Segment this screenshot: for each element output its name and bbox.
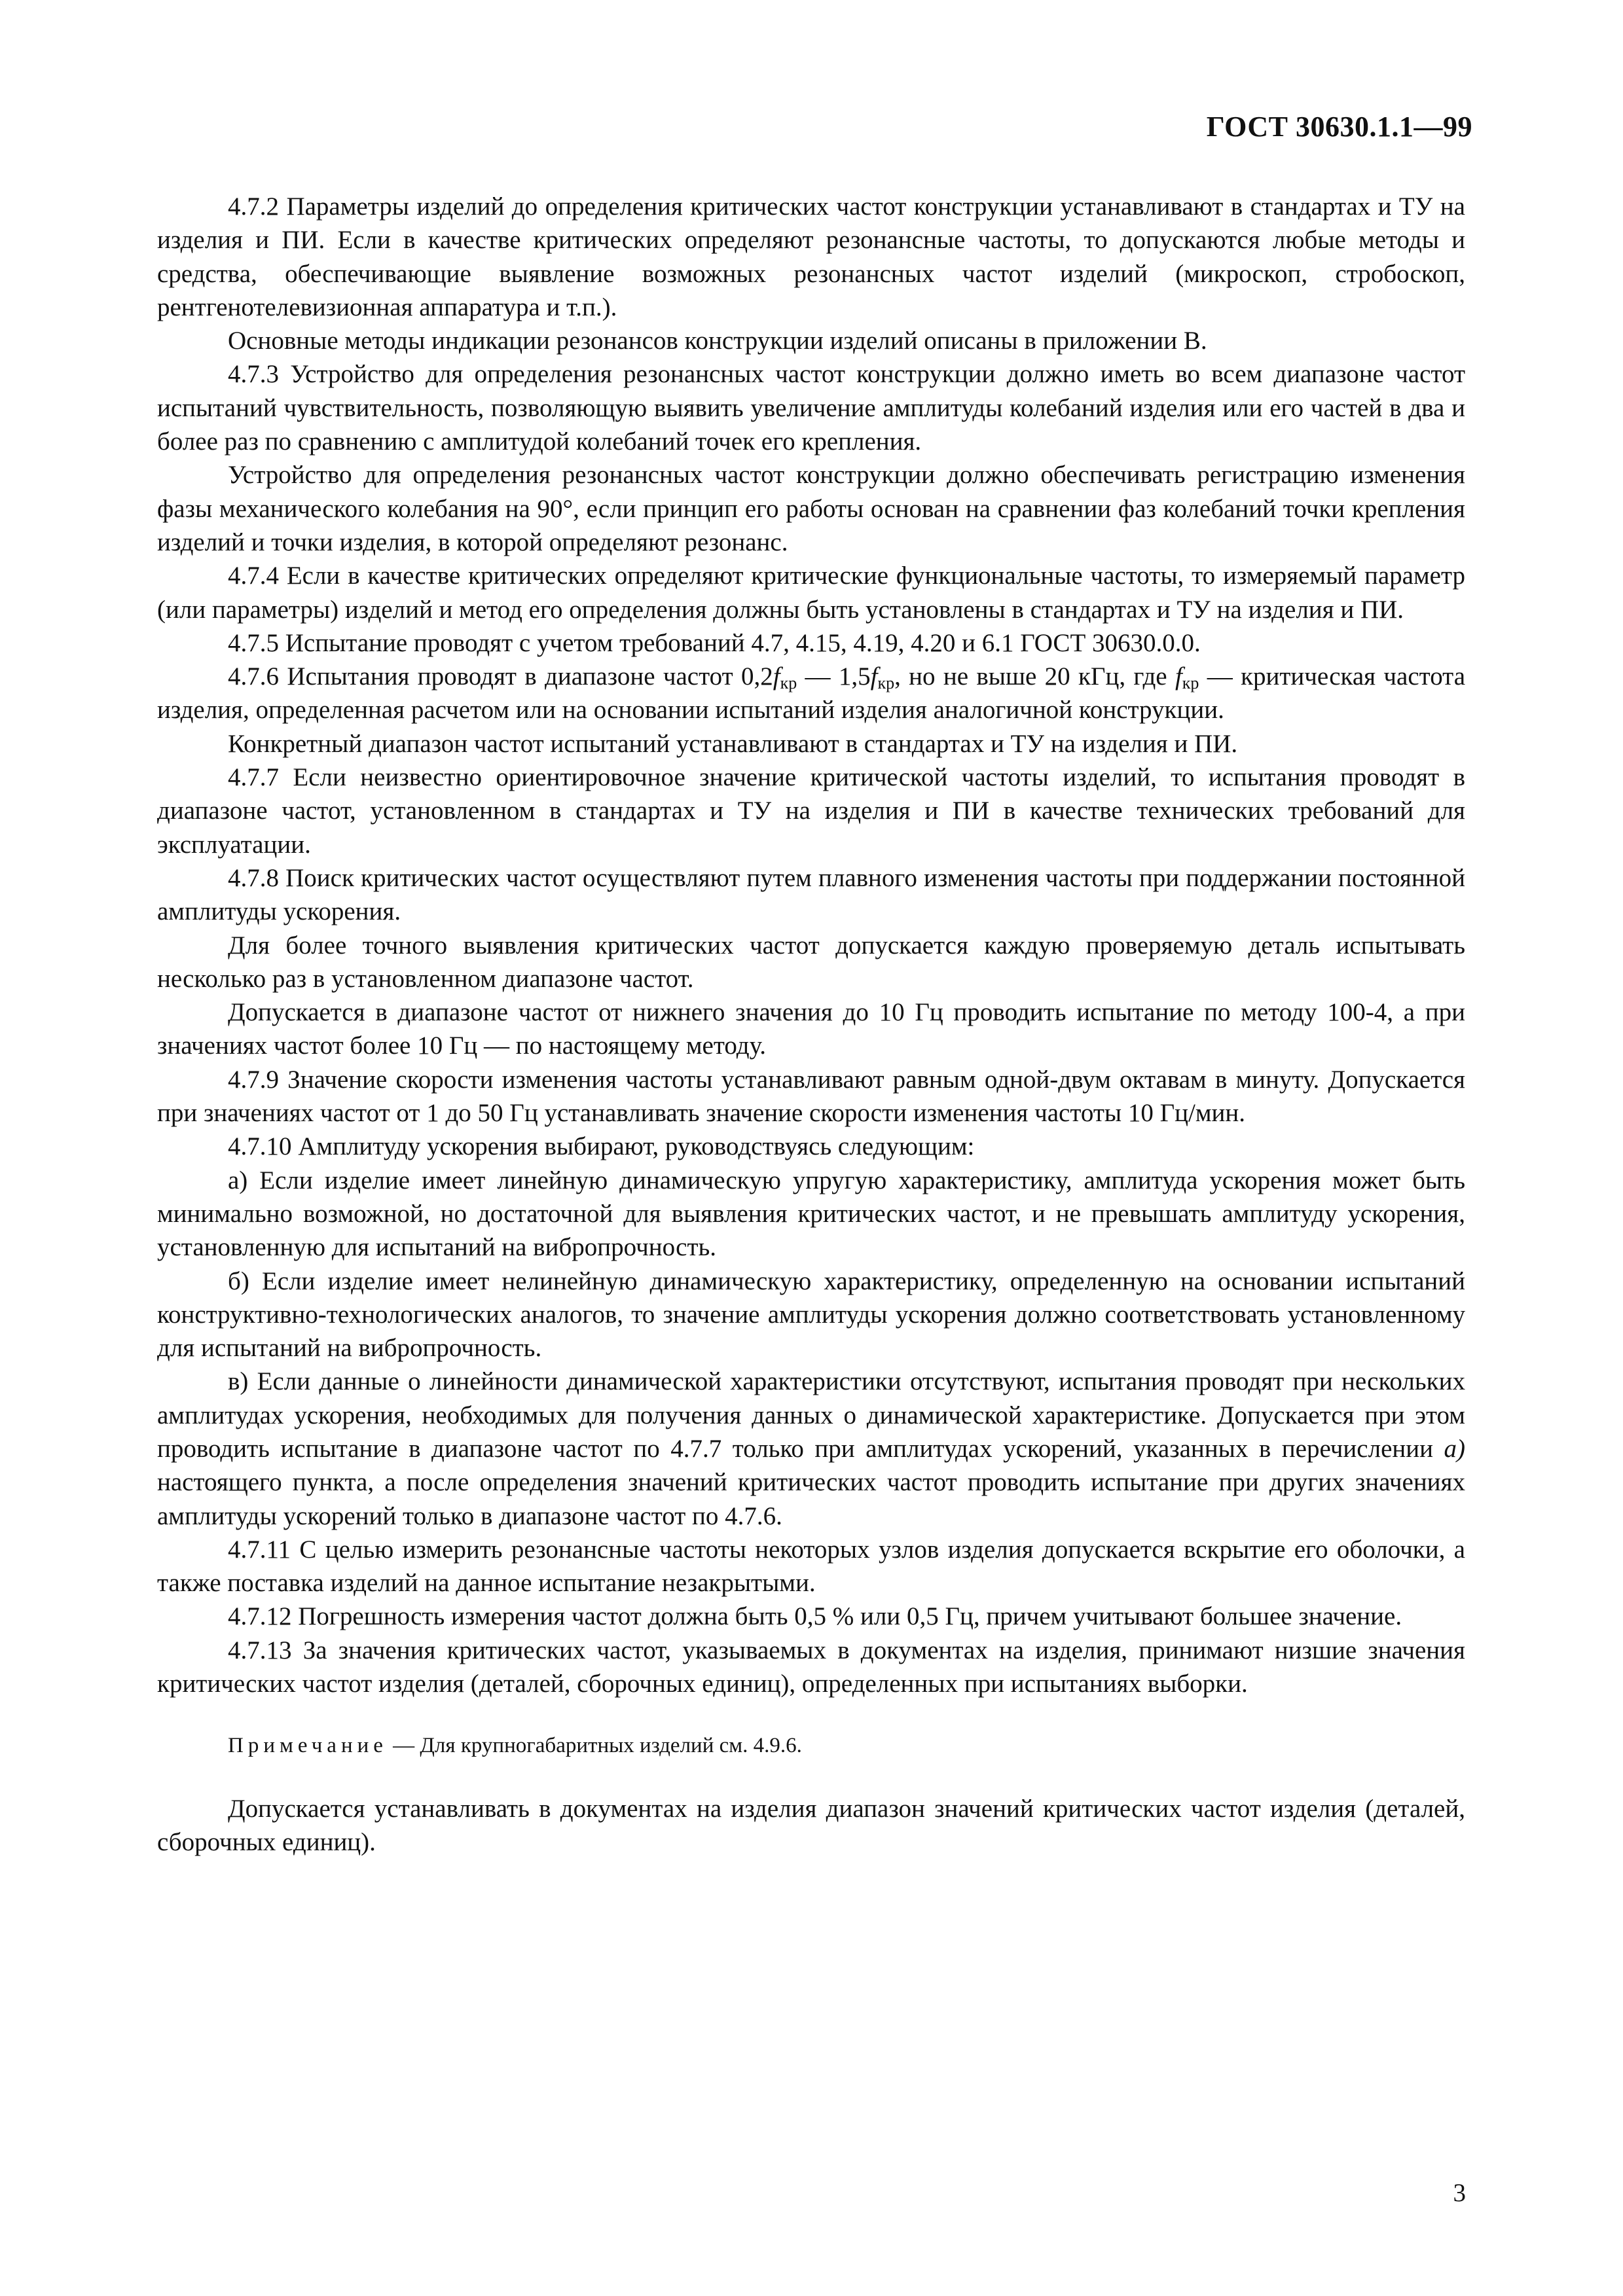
italic-reference: а) xyxy=(1444,1434,1465,1463)
text-run: — 1,5 xyxy=(797,662,871,691)
text-run: 4.7.6 Испытания проводят в диапазоне частот 0,2 xyxy=(228,662,773,691)
paragraph-item-a: а) Если изделие имеет линейную динамическую упругую характеристику, амплитуда ускорения может быть минимально возможной, но достаточной для выявления критических частот, и не превышать амплитуду ускорения, установленную для испытаний на вибропрочность. xyxy=(157,1166,1465,1262)
paragraph-4-7-13: 4.7.13 За значения критических частот, указываемых в документах на изделия, принимают низшие значения критических частот изделия (деталей, сборочных единиц), определенных при испытаниях выборки. xyxy=(157,1636,1465,1698)
symbol-f: f xyxy=(870,662,878,691)
subscript: кр xyxy=(877,673,895,693)
text-run: , но не выше 20 кГц, где xyxy=(894,662,1175,691)
paragraph-4-7-6 xyxy=(157,660,1465,727)
paragraph-4-7-9: 4.7.9 Значение скорости изменения частоты устанавливают равным одной-двум октавам в минуту. Допускается при значениях частот от 1 до 50 Гц устанавливать значение скорости изменения частоты 10 Гц/мин. xyxy=(157,1065,1465,1128)
body-text xyxy=(157,190,1465,1859)
paragraph-item-v xyxy=(157,1365,1465,1532)
note xyxy=(157,1729,1465,1763)
text-run: — критическая частота изделия, определенная расчетом или на основании испытаний изделия аналогичной конструкции. xyxy=(157,662,1466,725)
paragraph-4-7-3: 4.7.3 Устройство для определения резонансных частот конструкции должно иметь во всем диапазоне частот испытаний чувствительность, позволяющую выявить увеличение амплитуды колебаний изделия или его частей в два и более раз по сравнению с амплитудой колебаний точек его крепления. xyxy=(157,360,1465,456)
text-run: настоящего пункта, а после определения значений критических частот проводить испытание при других значениях амплитуды ускорений только в диапазоне частот по 4.7.6. xyxy=(157,1468,1465,1530)
text-run: в) Если данные о линейности динамической характеристики отсутствуют, испытания проводят при нескольких амплитудах ускорения, необходимых для получения данных о динамической характеристике. Допускается при этом проводить испытание в диапазоне частот по 4.7.7 только при амплитудах ускорений, указанных в перечислении xyxy=(157,1367,1465,1463)
paragraph-4-7-8: 4.7.8 Поиск критических частот осуществляют путем плавного изменения частоты при поддержании постоянной амплитуды ускорения. xyxy=(157,863,1465,926)
subscript: кр xyxy=(1182,673,1199,693)
paragraph-final: Допускается устанавливать в документах на изделия диапазон значений критических частот изделия (деталей, сборочных единиц). xyxy=(157,1794,1465,1856)
paragraph-repeat-testing: Для более точного выявления критических частот допускается каждую проверяемую деталь испытывать несколько раз в установленном диапазоне частот. xyxy=(157,931,1465,993)
standard-header: ГОСТ 30630.1.1—99 xyxy=(1206,111,1472,143)
page-number: 3 xyxy=(1453,2179,1466,2207)
paragraph-4-7-10: 4.7.10 Амплитуду ускорения выбирают, руководствуясь следующим: xyxy=(228,1132,975,1161)
paragraph-4-7-11: 4.7.11 С целью измерить резонансные частоты некоторых узлов изделия допускается вскрытие его оболочки, а также поставка изделий на данное испытание незакрытыми. xyxy=(157,1535,1465,1598)
paragraph-4-7-2: 4.7.2 Параметры изделий до определения критических частот конструкции устанавливают в стандартах и ТУ на изделия и ПИ. Если в качестве критических определяют резонансные частоты, то допускаются любые методы и средства, обеспечивающие выявление возможных резонансных частот изделий (микроскоп, стробоскоп, рентгенотелевизионная аппаратура и т.п.). xyxy=(157,192,1465,321)
paragraph-4-7-5: 4.7.5 Испытание проводят с учетом требований 4.7, 4.15, 4.19, 4.20 и 6.1 ГОСТ 30630.0.0. xyxy=(228,628,1201,657)
note-text: — Для крупногабаритных изделий см. 4.9.6. xyxy=(387,1734,802,1758)
paragraph-4-7-12: 4.7.12 Погрешность измерения частот должна быть 0,5 % или 0,5 Гц, причем учитывают большее значение. xyxy=(228,1602,1402,1631)
symbol-f: f xyxy=(1175,662,1182,691)
paragraph-4-7-7: 4.7.7 Если неизвестно ориентировочное значение критической частоты изделий, то испытания проводят в диапазоне частот, установленном в стандартах и ТУ на изделия и ПИ в качестве технических требований для эксплуатации. xyxy=(157,763,1465,859)
paragraph-resonance-methods: Основные методы индикации резонансов конструкции изделий описаны в приложении В. xyxy=(228,327,1207,355)
note-label: Примечание xyxy=(228,1734,388,1758)
paragraph-4-7-4: 4.7.4 Если в качестве критических определяют критические функциональные частоты, то измеряемый параметр (или параметры) изделий и метод его определения должны быть установлены в стандартах и ТУ на изделия и ПИ. xyxy=(157,562,1465,624)
symbol-f: f xyxy=(773,662,780,691)
paragraph-item-b: б) Если изделие имеет нелинейную динамическую характеристику, определенную на основании испытаний конструктивно-технологических аналогов, то значение амплитуды ускорения должно соответствовать установленному для испытаний на вибропрочность. xyxy=(157,1266,1465,1363)
paragraph-frequency-range: Конкретный диапазон частот испытаний устанавливают в стандартах и ТУ на изделия и ПИ. xyxy=(228,729,1238,758)
subscript: кр xyxy=(780,673,797,693)
paragraph-phase-registration: Устройство для определения резонансных частот конструкции должно обеспечивать регистрацию изменения фазы механического колебания на 90°, если принцип его работы основан на сравнении фаз колебаний точки крепления изделий и точки изделия, в которой определяют резонанс. xyxy=(157,461,1465,556)
paragraph-method-100-4: Допускается в диапазоне частот от нижнего значения до 10 Гц проводить испытание по методу 100-4, а при значениях частот более 10 Гц — по настоящему методу. xyxy=(157,998,1465,1060)
